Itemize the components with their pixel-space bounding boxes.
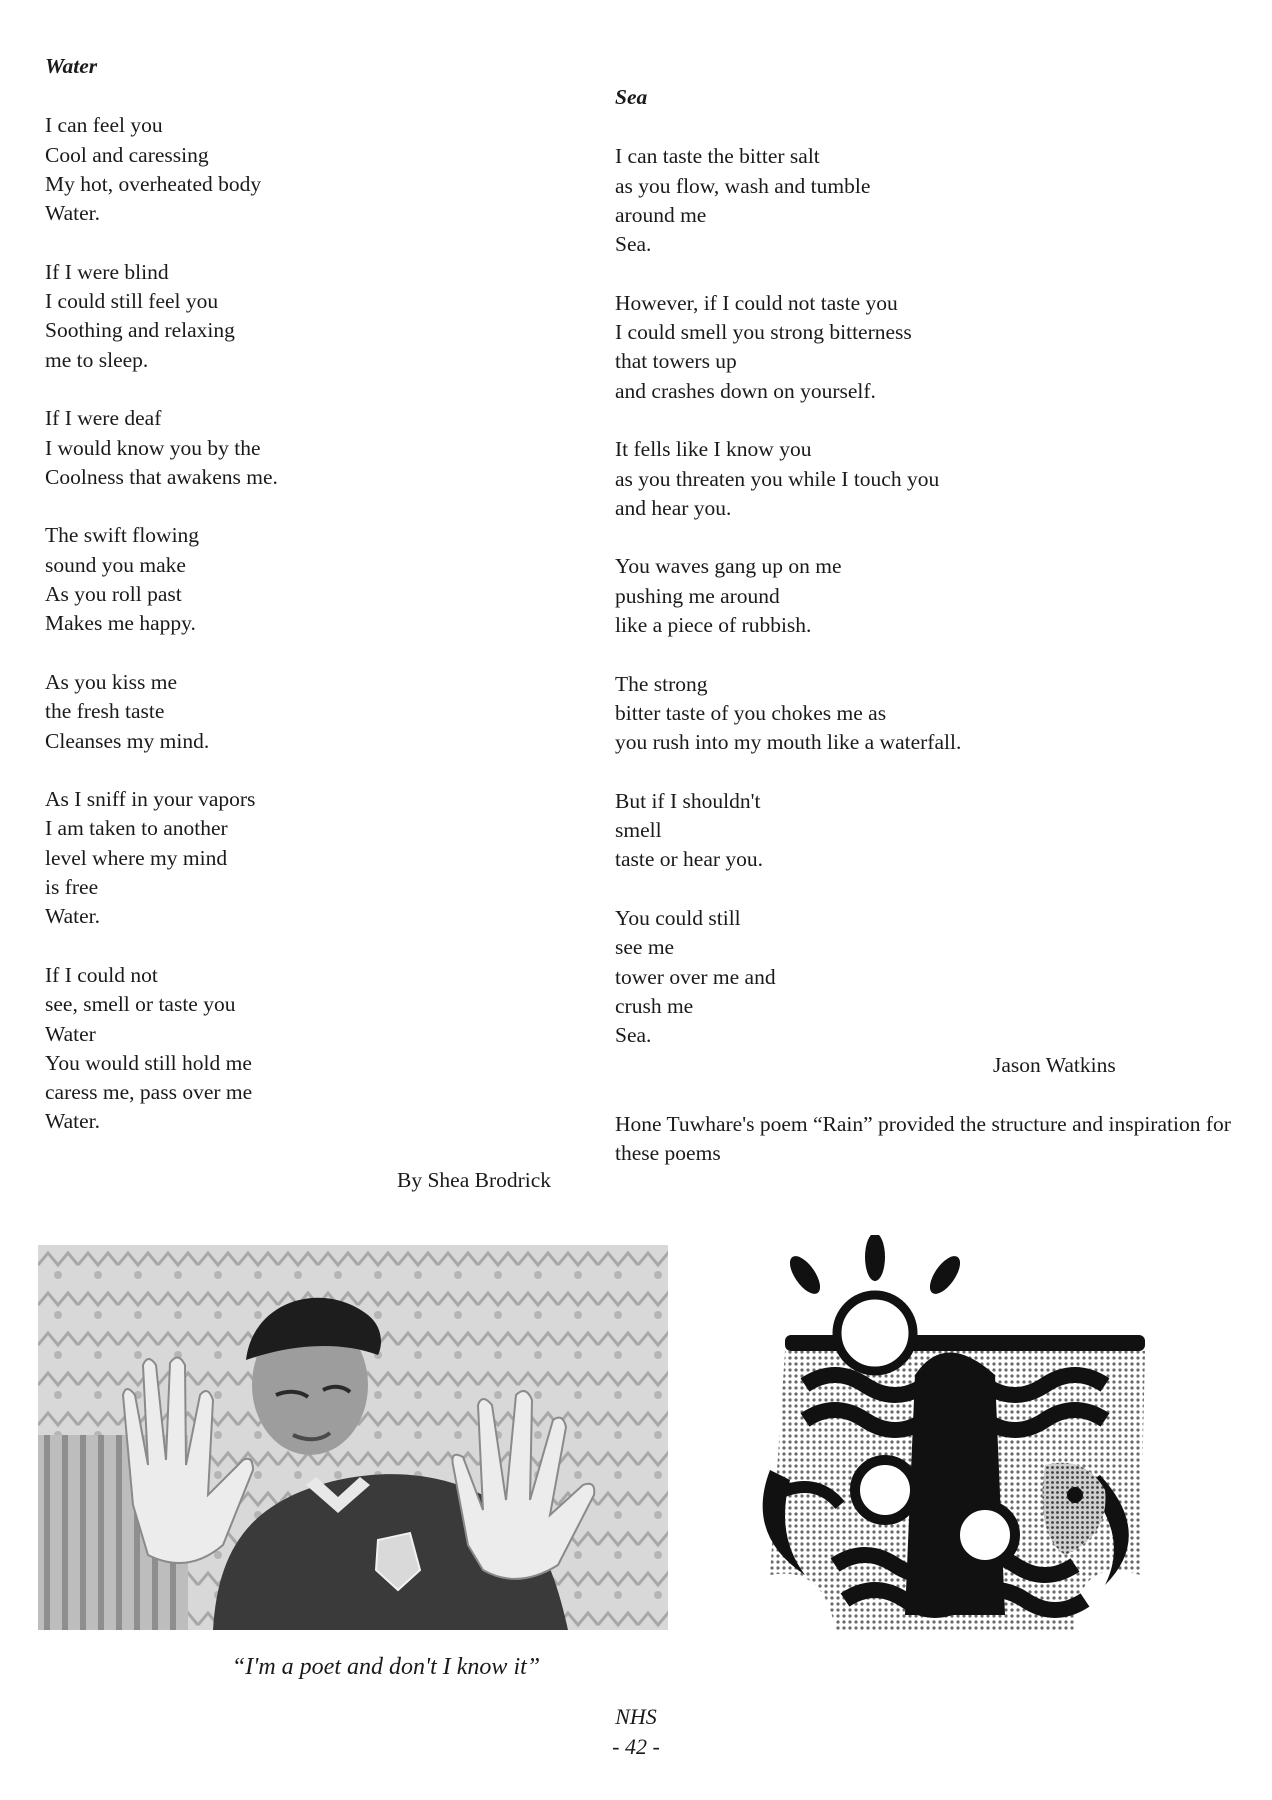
poem-line: as you threaten you while I touch you xyxy=(615,466,940,491)
water-poem xyxy=(45,52,278,1166)
poem-line: My hot, overheated body xyxy=(45,171,262,196)
poem-line: I am taken to another xyxy=(45,816,228,841)
poem-stanza xyxy=(615,904,961,1050)
student-photo-image xyxy=(38,1245,668,1630)
poem-line: caress me, pass over me xyxy=(45,1080,253,1105)
poem-line: You could still xyxy=(615,906,741,931)
poem-line: If I could not xyxy=(45,962,158,987)
poem-line: But if I shouldn't xyxy=(615,788,761,813)
poem-line: Cleanses my mind. xyxy=(45,728,210,753)
poem-line: smell xyxy=(615,818,662,843)
sun-and-sea-illustration xyxy=(745,1235,1165,1665)
poem-line: Sea. xyxy=(615,1023,652,1048)
poem-line: the fresh taste xyxy=(45,699,165,724)
sea-poem-author: Jason Watkins xyxy=(993,1053,1116,1077)
poem-line: Cool and caressing xyxy=(45,142,209,167)
poem-line: as you flow, wash and tumble xyxy=(615,173,871,198)
poem-line: Water. xyxy=(45,904,100,929)
poem-line: and hear you. xyxy=(615,495,732,520)
poem-line: You would still hold me xyxy=(45,1050,252,1075)
poem-line: me to sleep. xyxy=(45,347,149,372)
poem-stanza xyxy=(45,404,278,492)
poem-line: sound you make xyxy=(45,552,186,577)
poem-line: The strong xyxy=(615,671,708,696)
poem-line: The swift flowing xyxy=(45,523,200,548)
poem-line: I could smell you strong bitterness xyxy=(615,320,912,345)
student-photo xyxy=(38,1245,668,1630)
poem-line: taste or hear you. xyxy=(615,847,764,872)
page-number: - 42 - xyxy=(612,1734,660,1759)
poem-line: is free xyxy=(45,875,99,900)
poem-stanza xyxy=(45,521,278,638)
poem-line: you rush into my mouth like a waterfall. xyxy=(615,730,962,755)
poem-line: around me xyxy=(615,202,707,227)
poem-stanza xyxy=(615,289,961,406)
poem-stanza xyxy=(45,961,278,1137)
poem-line: pushing me around xyxy=(615,583,780,608)
sea-poem xyxy=(615,83,961,1080)
inspiration-note: Hone Tuwhare's poem “Rain” provided the structure and inspiration for these poems xyxy=(615,1112,1231,1165)
footer-org: NHS xyxy=(615,1704,657,1729)
poem-line: Water xyxy=(45,1021,96,1046)
poem-line: Soothing and relaxing xyxy=(45,318,235,343)
poem-line: Coolness that awakens me. xyxy=(45,464,278,489)
water-poem-title: Water xyxy=(45,54,98,78)
poem-stanza xyxy=(615,670,961,758)
poem-line: You waves gang up on me xyxy=(615,554,842,579)
poem-line: see me xyxy=(615,935,675,960)
poem-stanza xyxy=(45,785,278,931)
poem-stanza xyxy=(615,435,961,523)
poem-line: If I were deaf xyxy=(45,406,162,431)
poem-line: crush me xyxy=(615,993,694,1018)
poem-line: As I sniff in your vapors xyxy=(45,787,256,812)
photo-caption: “I'm a poet and don't I know it” xyxy=(231,1654,541,1680)
poem-line: and crashes down on yourself. xyxy=(615,378,876,403)
poem-line: However, if I could not taste you xyxy=(615,290,898,315)
poem-line: If I were blind xyxy=(45,259,169,284)
poem-stanza xyxy=(615,142,961,259)
poem-line: I can taste the bitter salt xyxy=(615,144,820,169)
poem-line: It fells like I know you xyxy=(615,437,812,462)
poem-line: tower over me and xyxy=(615,964,776,989)
poem-line: As you roll past xyxy=(45,582,182,607)
poem-line: I could still feel you xyxy=(45,289,219,314)
poem-line: Water. xyxy=(45,1109,100,1134)
sea-poem-stanzas xyxy=(615,142,961,1050)
poem-line: Sea. xyxy=(615,232,652,257)
poem-stanza xyxy=(615,552,961,640)
poem-line: bitter taste of you chokes me as xyxy=(615,700,887,725)
poem-stanza xyxy=(45,668,278,756)
poem-line: Makes me happy. xyxy=(45,611,196,636)
poem-line: As you kiss me xyxy=(45,669,177,694)
poem-line: that towers up xyxy=(615,349,737,374)
poem-line: level where my mind xyxy=(45,845,228,870)
poem-line: I would know you by the xyxy=(45,435,261,460)
poem-line: Water. xyxy=(45,201,100,226)
sea-poem-title: Sea xyxy=(615,85,648,109)
poem-line: I can feel you xyxy=(45,113,163,138)
poem-line: see, smell or taste you xyxy=(45,992,236,1017)
water-poem-author: By Shea Brodrick xyxy=(397,1168,552,1192)
sun-and-sea-icon xyxy=(745,1235,1165,1665)
poem-stanza xyxy=(45,111,278,228)
poem-stanza xyxy=(45,258,278,375)
poem-stanza xyxy=(615,787,961,875)
water-poem-stanzas xyxy=(45,111,278,1136)
poem-line: like a piece of rubbish. xyxy=(615,613,812,638)
